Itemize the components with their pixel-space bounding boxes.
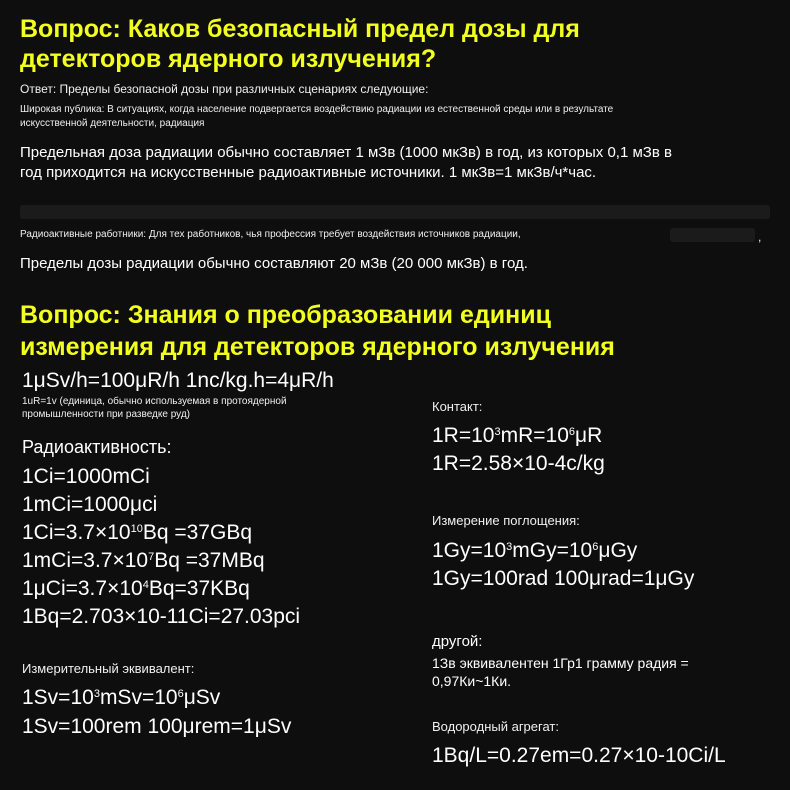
question1-title-line2: детекторов ядерного излучения?	[20, 45, 437, 73]
blurred-text-region	[20, 205, 770, 219]
absorption-heading: Измерение поглощения:	[432, 513, 580, 528]
conversion-note-line1: 1uR=1v (единица, обычно используемая в протоядерной	[22, 396, 287, 407]
public-limit-line1: Предельная доза радиации обычно составляет 1 мЗв (1000 мкЗв) в год, из которых 0,1 мЗв в	[20, 144, 672, 161]
radioactivity-heading: Радиоактивность:	[22, 437, 172, 457]
radioactivity-line2: 1mCi=1000μci	[22, 493, 158, 516]
contact-heading: Контакт:	[432, 399, 483, 414]
question2-title-line2: измерения для детекторов ядерного излучения	[20, 333, 615, 361]
radioactivity-line3: $1Ci=3.7\times 10^{10}Bq =37GBq$	[22, 521, 253, 544]
contact-line2: 1R=2.58×10-4c/kg	[432, 452, 605, 475]
equivalent-heading: Измерительный эквивалент:	[22, 661, 195, 676]
workers-comma: ,	[758, 230, 762, 244]
public-description-line1: Широкая публика: В ситуациях, когда население подвергается воздействию радиации из естественной среды или в результате	[20, 104, 614, 115]
public-description-line2: искусственной деятельности, радиация	[20, 118, 205, 129]
absorption-line2: 1Gy=100rad 100μrad=1μGy	[432, 567, 695, 590]
absorption-line1: $1Gy=10^3mGy=10^6\mu Gy$	[432, 539, 638, 562]
contact-line1: $1R=10^3mR=10^6\mu R$	[432, 424, 603, 447]
radioactivity-line5: $1\mu Ci=3.7\times 10^4Bq=37KBq$	[22, 577, 250, 600]
answer-intro: Ответ: Пределы безопасной дозы при различных сценариях следующие:	[20, 82, 429, 96]
question2-title-line1: Вопрос: Знания о преобразовании единиц	[20, 301, 551, 329]
conversion-note-line2: промышленности при разведке руд)	[22, 409, 190, 420]
other-heading: другой:	[432, 633, 483, 650]
equivalent-line1: $1Sv=10^3mSv=10^6\mu Sv$	[22, 686, 221, 709]
public-limit-line2: год приходится на искусственные радиоактивные источники. 1 мкЗв=1 мкЗв/ч*час.	[20, 164, 597, 181]
other-line2: 0,97Ки~1Ки.	[432, 673, 512, 689]
conversion-main-formula: 1μSv/h=100μR/h 1nc/kg.h=4μR/h	[22, 369, 334, 392]
workers-description: Радиоактивные работники: Для тех работников, чья профессия требует воздействия источников радиации,	[20, 229, 521, 240]
radioactivity-line1: 1Ci=1000mCi	[22, 465, 150, 488]
workers-limit: Пределы дозы радиации обычно составляют 20 мЗв (20 000 мкЗв) в год.	[20, 255, 528, 272]
equivalent-line2: 1Sv=100rem 100μrem=1μSv	[22, 715, 292, 738]
radioactivity-line6: 1Bq=2.703×10-11Ci=27.03pci	[22, 605, 301, 628]
blurred-text-region	[670, 228, 755, 242]
question1-title-line1: Вопрос: Каков безопасный предел дозы для	[20, 15, 580, 43]
radioactivity-line4: $1mCi=3.7\times 10^7Bq =37MBq$	[22, 549, 265, 572]
hydrogen-heading: Водородный агрегат:	[432, 719, 559, 734]
hydrogen-line1: 1Bq/L=0.27em=0.27×10-10Ci/L	[432, 744, 726, 767]
other-line1: 1Зв эквивалентен 1Гр1 грамму радия =	[432, 655, 689, 671]
